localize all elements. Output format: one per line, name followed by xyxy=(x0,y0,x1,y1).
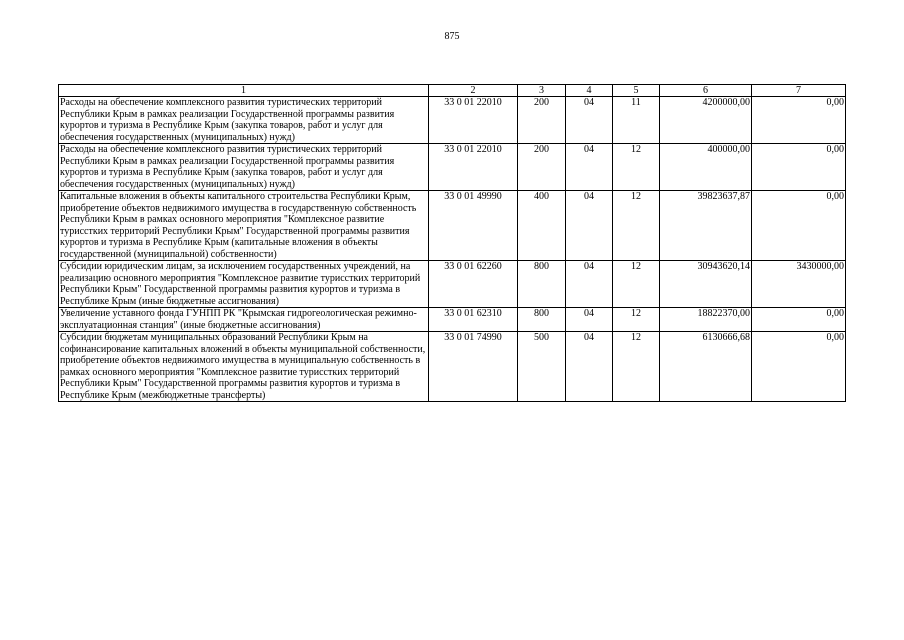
target-code-cell: 33 0 01 49990 xyxy=(429,191,518,261)
target-code-cell: 33 0 01 22010 xyxy=(429,97,518,144)
amount-cell: 400000,00 xyxy=(660,144,752,191)
section-cell: 04 xyxy=(566,97,613,144)
table-header-row xyxy=(59,85,846,97)
subsection-cell: 12 xyxy=(613,332,660,402)
amount-cell: 6130666,68 xyxy=(660,332,752,402)
section-cell: 04 xyxy=(566,144,613,191)
amount-cell: 0,00 xyxy=(752,308,846,332)
column-header: 7 xyxy=(752,85,846,97)
amount-cell: 0,00 xyxy=(752,144,846,191)
target-code-cell: 33 0 01 22010 xyxy=(429,144,518,191)
expense-name-cell: Расходы на обеспечение комплексного развития туристических территорий Республики Крым в рамках реализации Государственной программы развития курортов и туризма в Республике Крым (закупка товаров, работ и услуг для обеспечения государственных (муниципальных) нужд) xyxy=(59,97,429,144)
expense-type-cell: 500 xyxy=(518,332,566,402)
subsection-cell: 12 xyxy=(613,144,660,191)
expense-name-cell: Расходы на обеспечение комплексного развития туристических территорий Республики Крым в рамках реализации Государственной программы развития курортов и туризма в Республике Крым (закупка товаров, работ и услуг для обеспечения государственных (муниципальных) нужд) xyxy=(59,144,429,191)
amount-cell: 0,00 xyxy=(752,332,846,402)
table-row xyxy=(59,97,846,144)
page-number: 875 xyxy=(444,31,460,42)
expense-type-cell: 400 xyxy=(518,191,566,261)
amount-cell: 3430000,00 xyxy=(752,261,846,308)
amount-cell: 30943620,14 xyxy=(660,261,752,308)
expense-type-cell: 800 xyxy=(518,261,566,308)
target-code-cell: 33 0 01 74990 xyxy=(429,332,518,402)
section-cell: 04 xyxy=(566,191,613,261)
subsection-cell: 12 xyxy=(613,261,660,308)
column-header: 4 xyxy=(566,85,613,97)
expense-type-cell: 200 xyxy=(518,97,566,144)
budget-table xyxy=(58,84,846,402)
section-cell: 04 xyxy=(566,261,613,308)
column-header: 2 xyxy=(429,85,518,97)
column-header: 1 xyxy=(59,85,429,97)
target-code-cell: 33 0 01 62260 xyxy=(429,261,518,308)
table-row xyxy=(59,332,846,402)
table-row xyxy=(59,308,846,332)
expense-type-cell: 200 xyxy=(518,144,566,191)
subsection-cell: 11 xyxy=(613,97,660,144)
expense-type-cell: 800 xyxy=(518,308,566,332)
expense-name-cell: Увеличение уставного фонда ГУНПП РК "Крымская гидрогеологическая режимно-эксплуатационная станция" (иные бюджетные ассигнования) xyxy=(59,308,429,332)
column-header: 6 xyxy=(660,85,752,97)
section-cell: 04 xyxy=(566,308,613,332)
expense-name-cell: Субсидии бюджетам муниципальных образований Республики Крым на софинансирование капитальных вложений в объекты муниципальной собственности, приобретение объектов недвижимого имущества в муниципальную собственность в рамках основного мероприятия "Комплексное развитие турисстких территорий Республики Крым" Государственной программы развития курортов и туризма в Республике Крым (межбюджетные трансферты) xyxy=(59,332,429,402)
expense-name-cell: Капитальные вложения в объекты капитального строительства Республики Крым, приобретение объектов недвижимого имущества в государственную собственность Республики Крым в рамках основного мероприятия "Комплексное развитие турисстких территорий Республики Крым" Государственной программы развития курортов и туризма в Республике Крым (капитальные вложения в объекты государственной (муниципальной) собственности) xyxy=(59,191,429,261)
amount-cell: 0,00 xyxy=(752,97,846,144)
section-cell: 04 xyxy=(566,332,613,402)
amount-cell: 39823637,87 xyxy=(660,191,752,261)
expense-name-cell: Субсидии юридическим лицам, за исключением государственных учреждений, на реализацию основного мероприятия "Комплексное развитие турисстких территорий Республики Крым" Государственной программы развития курортов и туризма в Республике Крым (иные бюджетные ассигнования) xyxy=(59,261,429,308)
target-code-cell: 33 0 01 62310 xyxy=(429,308,518,332)
table-row xyxy=(59,261,846,308)
column-header: 5 xyxy=(613,85,660,97)
subsection-cell: 12 xyxy=(613,191,660,261)
amount-cell: 4200000,00 xyxy=(660,97,752,144)
table-row xyxy=(59,144,846,191)
table-row xyxy=(59,191,846,261)
column-header: 3 xyxy=(518,85,566,97)
amount-cell: 0,00 xyxy=(752,191,846,261)
subsection-cell: 12 xyxy=(613,308,660,332)
amount-cell: 18822370,00 xyxy=(660,308,752,332)
